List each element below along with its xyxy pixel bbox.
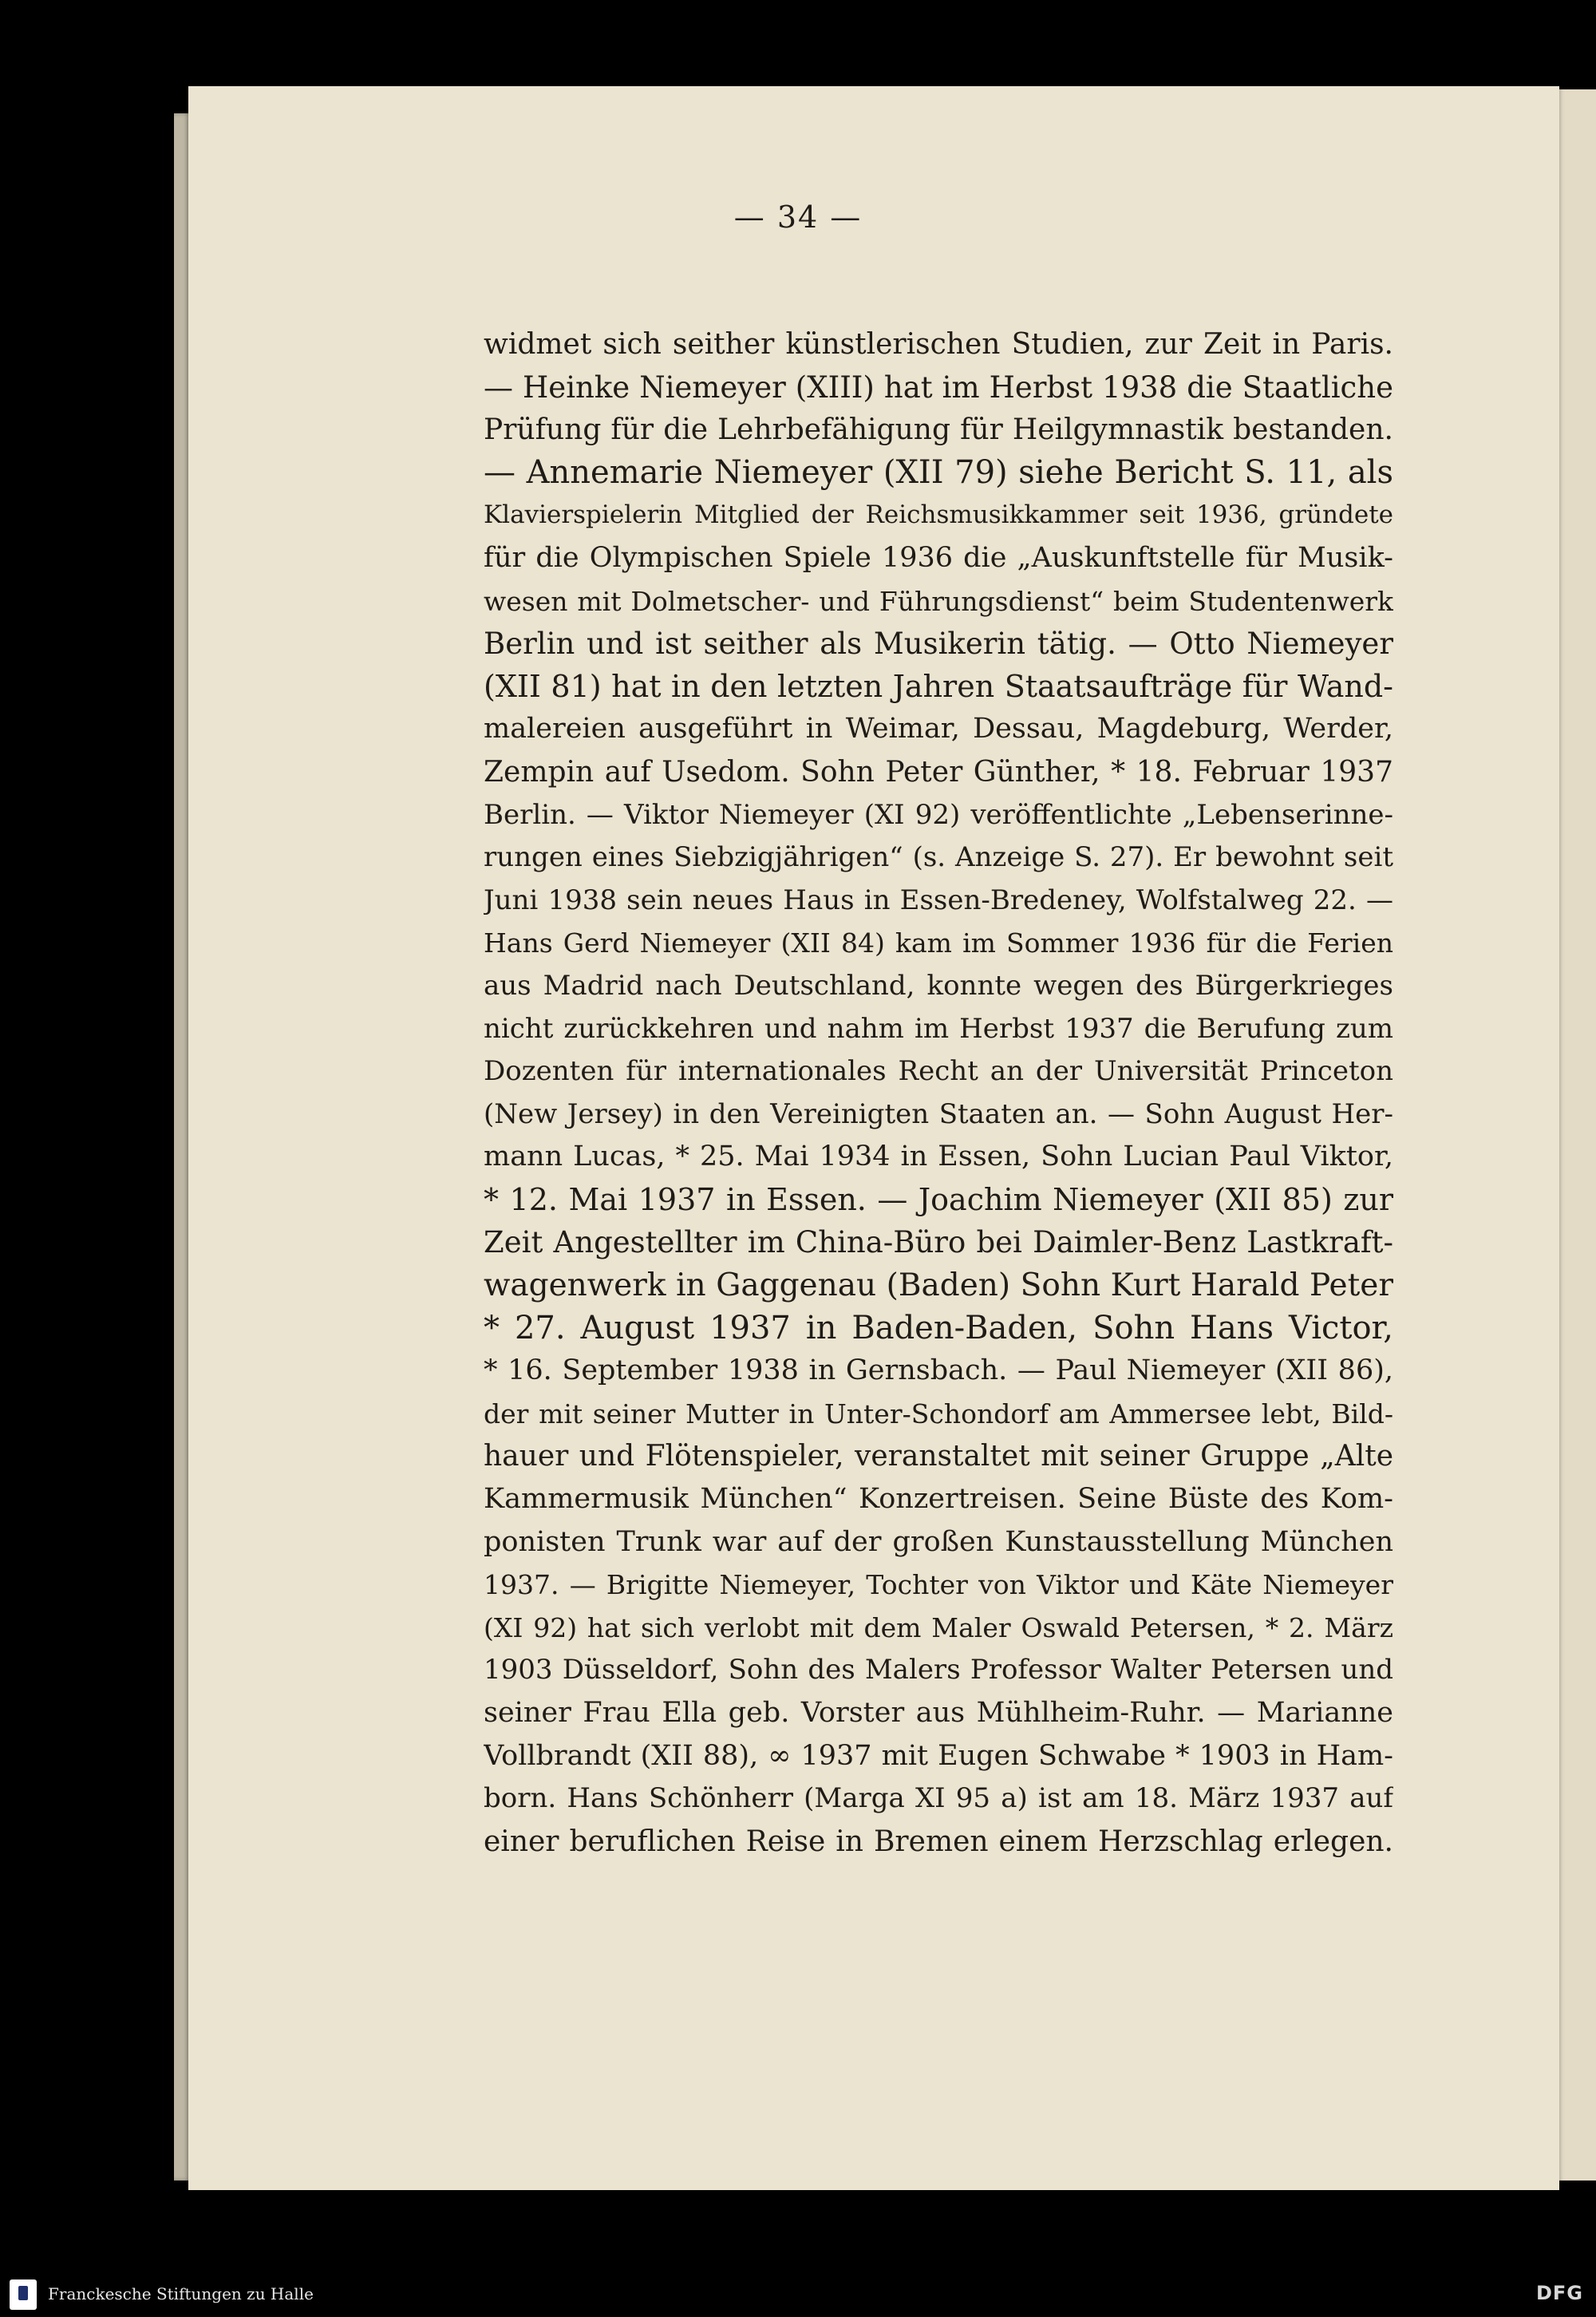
text-line: Prüfung für die Lehrbefähigung für Heilgymnastik bestanden. [484,413,1393,447]
text-line: (XI 92) hat sich verlobt mit dem Maler Oswald Petersen, * 2. März [484,1611,1393,1643]
text-line: 1903 Düsseldorf, Sohn des Malers Professor Walter Petersen und [484,1654,1393,1686]
page-number: — 34 — [733,200,863,235]
next-page-edge [1556,89,1596,2181]
text-line: Kammermusik München“ Konzertreisen. Seine Büste des Kom- [484,1483,1393,1516]
viewer-footer [0,2273,1596,2317]
text-line: seiner Frau Ella geb. Vorster aus Mühlheim-Ruhr. — Marianne [484,1697,1393,1729]
text-line: wesen mit Dolmetscher- und Führungsdienst“ beim Studentenwerk [484,585,1393,617]
text-line: einer beruflichen Reise in Bremen einem Herzschlag erlegen. [484,1825,1393,1858]
text-line: widmet sich seither künstlerischen Studien, zur Zeit in Paris. [484,328,1393,361]
text-line: Dozenten für internationales Recht an der Universität Princeton [484,1055,1393,1088]
text-line: nicht zurückkehren und nahm im Herbst 1937 die Berufung zum [484,1012,1393,1045]
text-line: malereien ausgeführt in Weimar, Dessau, Magdeburg, Werder, [484,713,1393,745]
text-line: * 27. August 1937 in Baden-Baden, Sohn Hans Victor, [484,1309,1393,1346]
text-line: aus Madrid nach Deutschland, konnte wegen des Bürgerkrieges [484,969,1393,1002]
text-line: * 12. Mai 1937 in Essen. — Joachim Niemeyer (XII 85) zur [484,1181,1393,1217]
body-text [484,323,1393,1863]
text-line: Juni 1938 sein neues Haus in Essen-Bredeney, Wolfstalweg 22. — [484,884,1393,916]
text-line: born. Hans Schönherr (Marga XI 95 a) ist am 18. März 1937 auf [484,1782,1393,1815]
text-line: — Annemarie Niemeyer (XII 79) siehe Bericht S. 11, als [484,453,1393,491]
text-line: Zeit Angestellter im China-Büro bei Daimler-Benz Lastkraft- [484,1225,1393,1260]
text-line: 1937. — Brigitte Niemeyer, Tochter von Viktor und Käte Niemeyer [484,1569,1393,1601]
text-line: der mit seiner Mutter in Unter-Schondorf am Ammersee lebt, Bild- [484,1398,1393,1429]
text-line: mann Lucas, * 25. Mai 1934 in Essen, Sohn Lucian Paul Viktor, [484,1141,1393,1173]
text-line: Hans Gerd Niemeyer (XII 84) kam im Sommer 1936 für die Ferien [484,927,1393,959]
text-line: hauer und Flötenspieler, veranstaltet mit seiner Gruppe „Alte [484,1440,1393,1473]
dfg-logo: DFG [1535,2282,1583,2304]
text-line: — Heinke Niemeyer (XIII) hat im Herbst 1938 die Staatliche [484,370,1393,405]
text-line: für die Olympischen Spiele 1936 die „Auskunftstelle für Musik- [484,541,1393,574]
text-line: Berlin und ist seither als Musikerin tätig. — Otto Niemeyer [484,627,1393,662]
francke-foundation-logo-icon [10,2279,37,2310]
text-line: rungen eines Siebzigjährigen“ (s. Anzeige S. 27). Er bewohnt seit [484,841,1393,874]
text-line: ponisten Trunk war auf der großen Kunstausstellung München [484,1525,1393,1558]
text-line: Zempin auf Usedom. Sohn Peter Günther, * 18. Februar 1937 [484,755,1393,789]
text-line: Vollbrandt (XII 88), ∞ 1937 mit Eugen Schwabe * 1903 in Ham- [484,1739,1393,1772]
text-line: Berlin. — Viktor Niemeyer (XI 92) veröffentlichte „Lebenserinne- [484,798,1393,831]
text-line: (New Jersey) in den Vereinigten Staaten an. — Sohn August Her- [484,1097,1393,1130]
text-line: (XII 81) hat in den letzten Jahren Staatsaufträge für Wand- [484,668,1393,704]
text-line: * 16. September 1938 in Gernsbach. — Paul Niemeyer (XII 86), [484,1354,1393,1387]
text-line: Klavierspielerin Mitglied der Reichsmusikkammer seit 1936, gründete [484,500,1393,530]
institution-label: Franckesche Stiftungen zu Halle [48,2284,314,2303]
text-line: wagenwerk in Gaggenau (Baden) Sohn Kurt Harald Peter [484,1267,1393,1304]
